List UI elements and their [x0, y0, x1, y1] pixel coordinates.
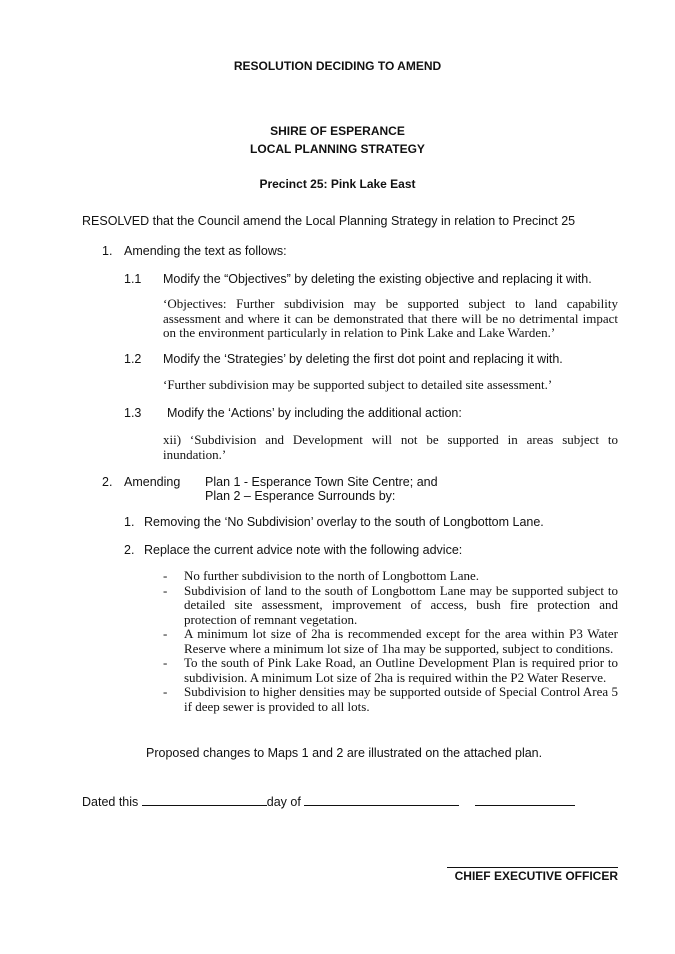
strategies-quote: ‘Further subdivision may be supported subject to detailed site assessment.’	[163, 377, 553, 392]
item-1-1-text: Modify the “Objectives” by deleting the existing objective and replacing it with.	[163, 272, 592, 286]
item-2-2-text: Replace the current advice note with the following advice:	[144, 543, 463, 557]
advice-item: - No further subdivision to the north of Longbottom Lane.	[163, 568, 479, 583]
item-1-3-text: Modify the ‘Actions’ by including the additional action:	[167, 406, 462, 420]
plan-1-text: Plan 1 - Esperance Town Site Centre; and	[205, 475, 438, 489]
dated-line	[82, 792, 575, 809]
item-1-text: Amending the text as follows:	[124, 244, 287, 258]
bullet-dash: -	[163, 684, 168, 699]
plan-2-text: Plan 2 – Esperance Surrounds by:	[205, 489, 396, 503]
advice-item: - Subdivision of land to the south of Longbottom Lane may be supported subject to detailed site assessment, improvement of access, bush fire protection and protection of remnant vegetation.	[163, 582, 618, 627]
advice-item: - To the south of Pink Lake Road, an Outline Development Plan is required prior to subdivision. A minimum Lot size of 2ha is required within the P2 Water Reserve.	[163, 655, 618, 685]
item-1-2-number: 1.2	[124, 352, 142, 366]
item-2-1-text: Removing the ‘No Subdivision’ overlay to the south of Longbottom Lane.	[144, 515, 544, 529]
item-1-1-number: 1.1	[124, 272, 142, 286]
item-2-2-number: 2.	[124, 543, 135, 557]
signature-line[interactable]	[447, 867, 618, 868]
advice-item: - A minimum lot size of 2ha is recommended except for the area within P3 Water Reserve where a minimum lot size of 1ha may be supported, subject to conditions.	[163, 626, 618, 656]
item-1-number: 1.	[102, 244, 113, 258]
item-1-2-text: Modify the ‘Strategies’ by deleting the first dot point and replacing it with.	[163, 352, 563, 366]
day-blank[interactable]	[142, 792, 267, 806]
bullet-dash: -	[163, 582, 168, 598]
resolved-statement: RESOLVED that the Council amend the Local Planning Strategy in relation to Precinct 25	[82, 214, 576, 228]
bullet-dash: -	[163, 655, 168, 670]
shire-name: SHIRE OF ESPERANCE	[270, 124, 405, 138]
precinct-title: Precinct 25: Pink Lake East	[259, 177, 416, 191]
month-blank[interactable]	[304, 792, 459, 806]
advice-list	[163, 569, 618, 714]
item-2-1-number: 1.	[124, 515, 135, 529]
year-blank[interactable]	[475, 792, 575, 806]
objectives-quote: ‘Objectives: Further subdivision may be supported subject to land capability assessment and where it can be demonstrated that there will be no detrimental impact on the environment particularly in relation to Pink Lake and Lake Warden.’	[163, 296, 618, 340]
dated-prefix: Dated this	[82, 795, 139, 809]
document-heading: RESOLUTION DECIDING TO AMEND	[233, 59, 442, 73]
item-1-3-number: 1.3	[124, 406, 142, 420]
bullet-dash: -	[163, 568, 168, 583]
item-2-number: 2.	[102, 475, 113, 489]
item-2-label: Amending	[124, 475, 181, 489]
bullet-dash: -	[163, 626, 168, 641]
proposed-changes-note: Proposed changes to Maps 1 and 2 are illustrated on the attached plan.	[146, 746, 543, 760]
strategy-name: LOCAL PLANNING STRATEGY	[250, 142, 425, 156]
signature-title: CHIEF EXECUTIVE OFFICER	[454, 869, 618, 883]
advice-item: - Subdivision to higher densities may be supported outside of Special Control Area 5 if deep sewer is provided to all lots.	[163, 684, 618, 714]
day-of-label: day of	[266, 795, 301, 809]
actions-quote: xii) ‘Subdivision and Development will not be supported in areas subject to inundation.’	[163, 432, 618, 462]
